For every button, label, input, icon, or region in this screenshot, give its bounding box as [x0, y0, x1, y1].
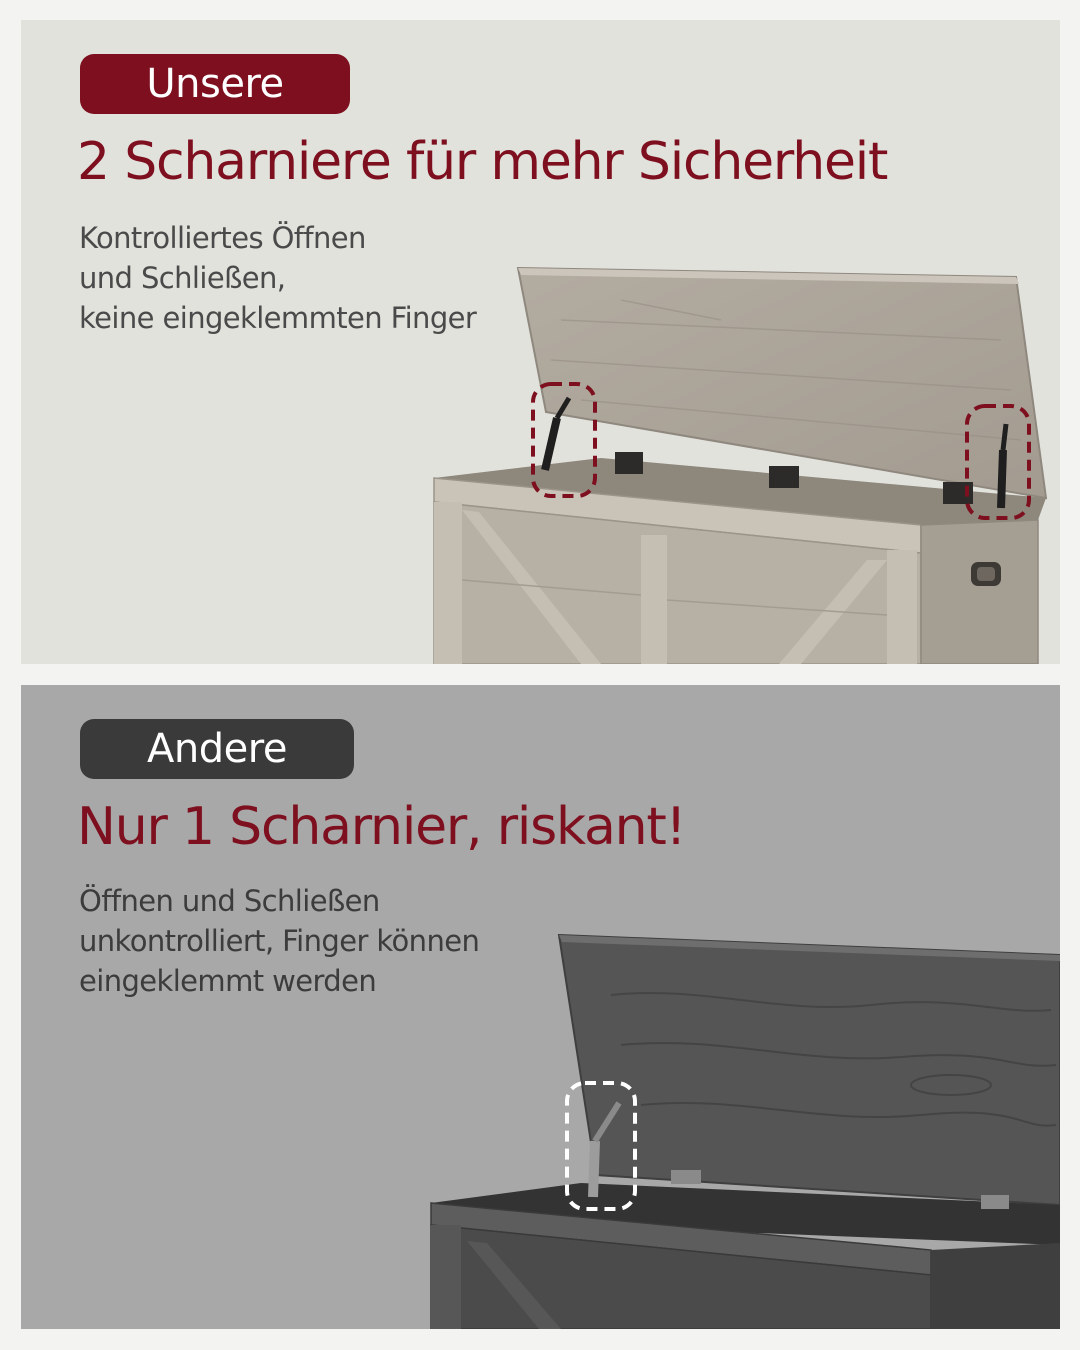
ours-description-line: Kontrolliertes Öffnen	[79, 221, 366, 255]
ours-description-line: keine eingeklemmten Finger	[79, 301, 477, 335]
storage-chest-one-hinge-image	[21, 685, 1060, 1329]
ours-description	[79, 218, 476, 338]
others-headline: Nur 1 Scharnier, riskant!	[77, 797, 686, 857]
others-description-line: Öffnen und Schließen	[79, 884, 380, 918]
ours-badge: Unsere	[80, 54, 350, 114]
ours-headline: 2 Scharniere für mehr Sicherheit	[77, 132, 888, 192]
others-description	[79, 881, 479, 1001]
others-badge: Andere	[80, 719, 354, 779]
ours-description-line: und Schließen,	[79, 261, 286, 295]
others-description-line: eingeklemmt werden	[79, 964, 377, 998]
others-panel	[21, 685, 1060, 1329]
ours-panel	[21, 20, 1060, 664]
storage-chest-two-hinges-image	[21, 20, 1060, 664]
others-description-line: unkontrolliert, Finger können	[79, 924, 480, 958]
